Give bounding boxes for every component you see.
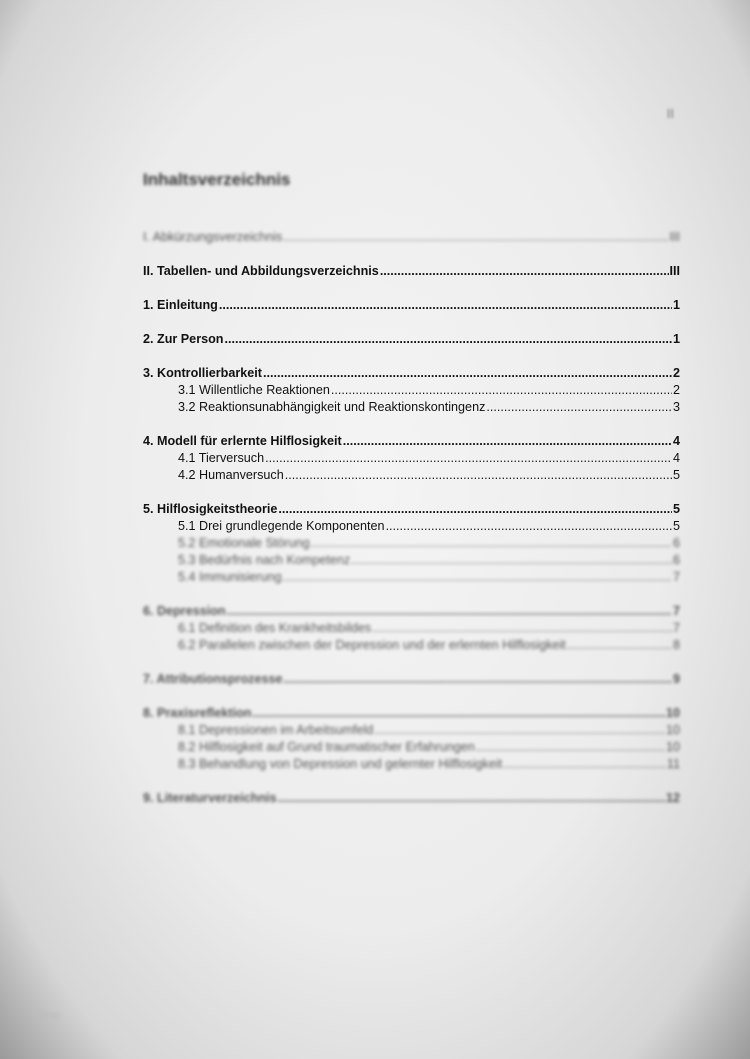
toc-entry-page: 5 [672,468,680,482]
toc-entry-title: 5.3 Bedürfnis nach Kompetenz [178,553,351,567]
toc-section [143,331,680,348]
toc-dot-leader [278,501,672,518]
toc-entry [143,229,680,246]
toc-entry-title: 4.1 Tierversuch [178,451,265,465]
toc-entry [143,501,680,518]
toc-entry [143,365,680,382]
toc-subentry [143,637,680,654]
page-number: II [666,106,674,121]
toc-entry-page: 2 [672,383,680,397]
toc-entry-page: 3 [672,400,680,414]
toc-entry-page: 4 [672,434,680,448]
toc-subentry [143,399,680,416]
toc-entry [143,603,680,620]
toc-dot-leader [224,331,672,348]
toc-subentry [143,450,680,467]
toc-dot-leader [227,603,672,620]
toc-entry-title: 7. Attributionsprozesse [143,672,283,686]
toc-section [143,229,680,246]
toc-subentry [143,552,680,569]
toc-section [143,790,680,807]
toc-entry-page: 6 [672,553,680,567]
toc-dot-leader [285,467,672,484]
toc-subentry [143,382,680,399]
toc-entry-title: 8. Praxisreflektion [143,706,252,720]
toc-dot-leader [283,229,668,246]
toc-dot-leader [343,433,672,450]
toc-entry-title: 9. Literaturverzeichnis [143,791,277,805]
toc-entry [143,790,680,807]
toc-entry-title: 8.3 Behandlung von Depression und gelernter Hilflosigkeit [178,757,503,771]
toc-entry-title: 5. Hilflosigkeitstheorie [143,502,278,516]
table-of-contents [143,229,680,824]
toc-entry-title: 5.4 Immunisierung [178,570,282,584]
toc-subentry [143,569,680,586]
toc-entry-title: I. Abkürzungsverzeichnis [143,230,283,244]
toc-dot-leader [263,365,672,382]
toc-entry-title: 3.1 Willentliche Reaktionen [178,383,330,397]
toc-entry-page: 1 [672,298,680,312]
toc-entry-title: 5.1 Drei grundlegende Komponenten [178,519,385,533]
toc-entry-title: 3. Kontrollierbarkeit [143,366,262,380]
toc-subentry [143,756,680,773]
toc-entry-page: 6 [672,536,680,550]
toc-entry-title: 8.2 Hilflosigkeit auf Grund traumatischer Erfahrungen [178,740,475,754]
toc-entry-title: 6.2 Parallelen zwischen der Depression und der erlernten Hilflosigkeit [178,638,566,652]
toc-dot-leader [219,297,672,314]
toc-entry-page: 11 [666,757,680,771]
toc-entry-page: 7 [672,621,680,635]
toc-section [143,501,680,586]
toc-entry-title: 1. Einleitung [143,298,218,312]
toc-section [143,365,680,416]
toc-entry-page: 10 [665,723,680,737]
toc-section [143,705,680,773]
toc-entry [143,705,680,722]
toc-dot-leader [278,790,665,807]
toc-entry-page: III [669,230,680,244]
toc-entry-page: 7 [672,604,680,618]
toc-entry-page: 9 [672,672,680,686]
toc-entry-page: 10 [665,706,680,720]
toc-dot-leader [351,552,672,569]
toc-entry-page: 10 [665,740,680,754]
toc-entry-title: 8.1 Depressionen im Arbeitsumfeld [178,723,374,737]
toc-dot-leader [311,535,672,552]
toc-dot-leader [380,263,669,280]
toc-section [143,671,680,688]
toc-section [143,433,680,484]
toc-entry-title: 6. Depression [143,604,226,618]
toc-entry-page: 7 [672,570,680,584]
toc-subentry [143,620,680,637]
toc-entry-page: 4 [672,451,680,465]
toc-entry-page: 5 [672,519,680,533]
toc-dot-leader [386,518,672,535]
toc-entry [143,297,680,314]
toc-entry [143,671,680,688]
toc-entry-page: 5 [672,502,680,516]
toc-entry [143,263,680,280]
toc-subentry [143,722,680,739]
toc-section [143,603,680,654]
toc-dot-leader [503,756,666,773]
toc-entry-title: 4.2 Humanversuch [178,468,284,482]
toc-entry-page: 1 [672,332,680,346]
toc-dot-leader [567,637,672,654]
toc-dot-leader [283,671,672,688]
toc-dot-leader [486,399,672,416]
toc-dot-leader [476,739,665,756]
toc-dot-leader [253,705,665,722]
toc-entry-title: 2. Zur Person [143,332,224,346]
toc-dot-leader [331,382,672,399]
toc-subentry [143,739,680,756]
toc-subentry [143,535,680,552]
toc-entry-page: III [669,264,680,278]
toc-entry [143,433,680,450]
toc-entry [143,331,680,348]
toc-section [143,263,680,280]
toc-entry-title: 6.1 Definition des Krankheitsbildes [178,621,372,635]
toc-entry-title: 5.2 Emotionale Störung [178,536,310,550]
toc-entry-page: 2 [672,366,680,380]
toc-section [143,297,680,314]
toc-dot-leader [372,620,672,637]
toc-dot-leader [283,569,672,586]
toc-dot-leader [265,450,672,467]
toc-subentry [143,518,680,535]
toc-entry-title: 3.2 Reaktionsunabhängigkeit und Reaktionskontingenz [178,400,486,414]
toc-entry-page: 12 [665,791,680,805]
toc-dot-leader [374,722,665,739]
footer-watermark: hecp [38,1010,60,1021]
toc-subentry [143,467,680,484]
toc-entry-title: 4. Modell für erlernte Hilflosigkeit [143,434,342,448]
toc-entry-title: II. Tabellen- und Abbildungsverzeichnis [143,264,379,278]
page-title: Inhaltsverzeichnis [143,170,291,189]
toc-entry-page: 8 [672,638,680,652]
